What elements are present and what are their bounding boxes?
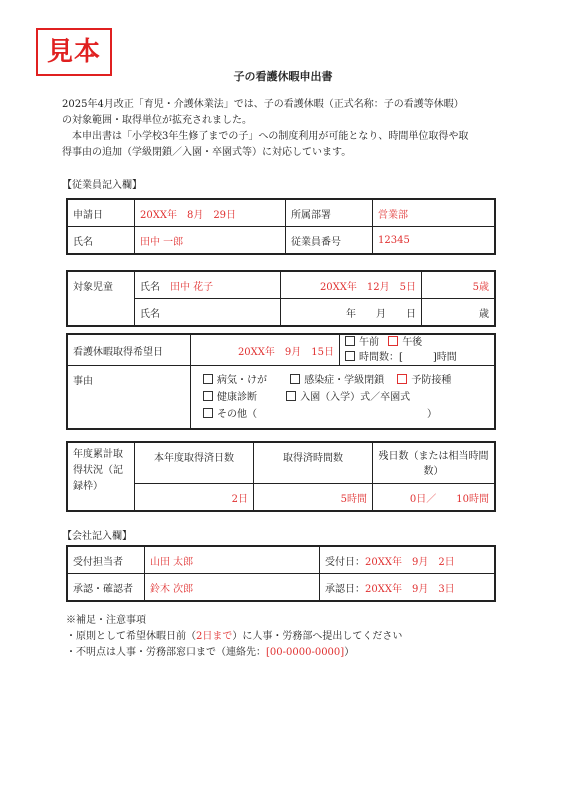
annual-remaining-header: 残日数（または相当時間数） bbox=[373, 442, 496, 484]
note2-pre: ・不明点は人事・労務部窓口まで（連絡先： bbox=[66, 647, 266, 658]
date-label: 申請日 bbox=[67, 199, 135, 227]
leave-date-value: 20XX年 9月 15日 bbox=[191, 334, 340, 366]
received-date: 20XX年 9月 2日 bbox=[365, 556, 455, 568]
child-table bbox=[66, 270, 496, 327]
name-label: 氏名 bbox=[67, 227, 135, 255]
reason-other-checkbox[interactable] bbox=[203, 408, 213, 418]
company-section-heading: 【会社記入欄】 bbox=[62, 531, 132, 542]
child2-birthdate: 年 月 日 bbox=[281, 299, 422, 327]
employee-table bbox=[66, 198, 496, 255]
reason-label: 事由 bbox=[67, 366, 191, 430]
note2-contact: [00-0000-0000] bbox=[266, 647, 345, 658]
annual-remaining-days: 0日／ bbox=[409, 493, 437, 505]
document-title: 子の看護休暇申出書 bbox=[233, 70, 333, 83]
notes-heading: ※補足・注意事項 bbox=[66, 615, 146, 626]
reason-infection-checkbox[interactable] bbox=[290, 374, 300, 384]
am-checkbox[interactable] bbox=[345, 336, 355, 346]
reason-infection: 感染症・学級閉鎖 bbox=[304, 374, 385, 386]
note1-pre: ・原則として希望休暇日前（ bbox=[66, 631, 196, 642]
staff-label: 受付担当者 bbox=[67, 546, 145, 574]
child1-name-label: 氏名 bbox=[140, 281, 160, 293]
approver-label: 承認・確認者 bbox=[67, 574, 145, 602]
company-table bbox=[66, 545, 496, 602]
dept-label: 所属部署 bbox=[286, 199, 373, 227]
child-label: 対象児童 bbox=[67, 271, 135, 326]
child1-birthdate: 20XX年 12月 5日 bbox=[281, 271, 422, 299]
reason-ceremony-checkbox[interactable] bbox=[286, 391, 296, 401]
reason-other-close: ） bbox=[427, 408, 437, 420]
reason-illness-checkbox[interactable] bbox=[203, 374, 213, 384]
intro-text: 2025年4月改正「育児・介護休業法」では、子の看護休暇（正式名称：子の看護等休暇） の対象範囲・取得単位が拡充されました。 本申出書は「小学校3年生修了までの子」への制度利用が可能となり、時間単位取得や取 得事由の追加（学級閉鎖／入園・卒園式等）に対応しています。 bbox=[62, 99, 469, 158]
am-label: 午前 bbox=[359, 337, 379, 348]
hours-prefix: 時間数：[ bbox=[359, 352, 403, 363]
pm-label: 午後 bbox=[402, 337, 423, 348]
name-value: 田中 一郎 bbox=[135, 227, 286, 255]
annual-hours-header: 取得済時間数 bbox=[254, 442, 373, 484]
note1-deadline: 2日まで bbox=[196, 631, 233, 642]
reason-ceremony: 入園（入学）式／卒園式 bbox=[300, 391, 411, 403]
pm-checkbox[interactable] bbox=[388, 336, 398, 346]
annual-days-header: 本年度取得済日数 bbox=[135, 442, 254, 484]
hours-checkbox[interactable] bbox=[345, 351, 355, 361]
notes bbox=[66, 613, 402, 661]
leave-date-label: 看護休暇取得希望日 bbox=[67, 334, 191, 366]
note2-post: ） bbox=[344, 647, 355, 658]
child1-name-value: 田中 花子 bbox=[170, 281, 214, 293]
hours-suffix: ]時間 bbox=[432, 352, 457, 363]
annual-hours-value: 5時間 bbox=[254, 484, 373, 512]
date-value: 20XX年 8月 29日 bbox=[135, 199, 286, 227]
child1-age: 5歳 bbox=[422, 271, 496, 299]
approval-label: 承認日： bbox=[325, 583, 365, 595]
reason-checkup-checkbox[interactable] bbox=[203, 391, 213, 401]
dept-value: 営業部 bbox=[373, 199, 496, 227]
staff-value: 山田 太郎 bbox=[145, 546, 320, 574]
received-label: 受付日： bbox=[325, 556, 365, 568]
reason-illness: 病気・けが bbox=[217, 374, 267, 386]
child2-name-label: 氏名 bbox=[135, 299, 281, 327]
note1-post: ）に人事・労務部へ提出してください bbox=[232, 631, 403, 642]
annual-record-table bbox=[66, 441, 496, 512]
annual-remaining-hours: 10時間 bbox=[456, 493, 489, 505]
reason-other-open: その他（ bbox=[217, 408, 257, 420]
employee-section-heading: 【従業員記入欄】 bbox=[62, 180, 142, 191]
annual-label: 年度累計取得状況（記録枠） bbox=[67, 442, 135, 511]
reason-vaccination: 予防接種 bbox=[411, 374, 452, 386]
leave-table bbox=[66, 333, 496, 430]
reason-checkup: 健康診断 bbox=[217, 391, 257, 403]
employee-id-value: 12345 bbox=[373, 227, 496, 255]
approver-value: 鈴木 次郎 bbox=[145, 574, 320, 602]
child2-age: 歳 bbox=[422, 299, 496, 327]
annual-days-value: 2日 bbox=[135, 484, 254, 512]
reason-vaccination-checkbox[interactable] bbox=[397, 374, 407, 384]
employee-id-label: 従業員番号 bbox=[286, 227, 373, 255]
sample-stamp: 見本 bbox=[36, 28, 112, 76]
approval-date: 20XX年 9月 3日 bbox=[365, 583, 455, 595]
